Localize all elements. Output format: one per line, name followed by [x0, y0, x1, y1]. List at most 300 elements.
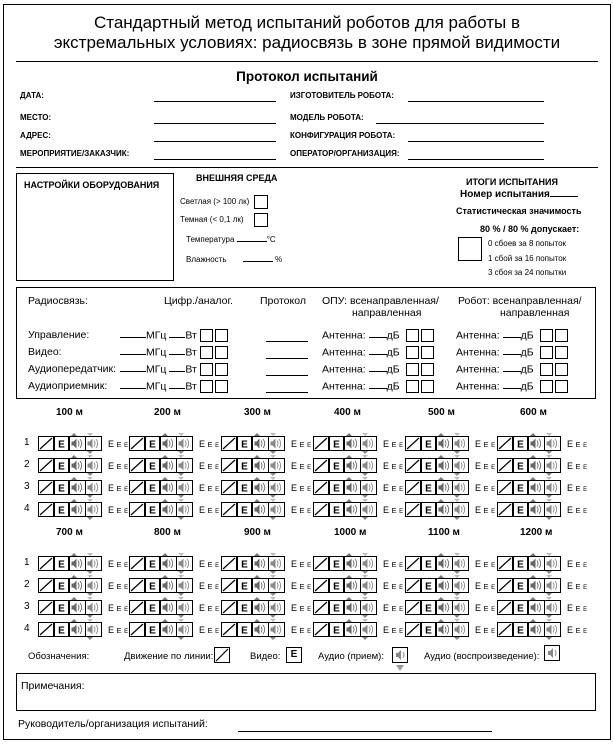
trial-cell[interactable] — [38, 477, 115, 499]
e-mark-small: E — [307, 487, 312, 493]
e-mark-large: E — [567, 461, 574, 471]
trial-cell[interactable] — [129, 477, 206, 499]
e-mark-large: E — [383, 505, 390, 515]
opu-antenna-row — [322, 380, 434, 393]
trial-cell[interactable] — [313, 499, 390, 521]
protocol-field[interactable] — [266, 358, 308, 359]
radio-digital-analog: Цифр./аналог. — [164, 295, 233, 307]
robot-gain-field[interactable] — [503, 388, 521, 389]
radio-robot-2: направленная — [500, 307, 570, 319]
trial-cell[interactable] — [38, 455, 115, 477]
opu-dir-checkbox[interactable] — [421, 329, 434, 342]
opu-omni-checkbox[interactable] — [406, 363, 419, 376]
e-mark-small: E — [215, 509, 220, 515]
distance-label: 800 м — [154, 527, 181, 538]
cell-e-marks — [383, 439, 403, 449]
protocol-field[interactable] — [266, 392, 308, 393]
e-mark-small: E — [583, 487, 588, 493]
video-letter: E — [425, 625, 432, 637]
row-number: 4 — [24, 623, 30, 634]
e-mark-large: E — [475, 581, 482, 591]
cell-e-marks — [291, 461, 311, 471]
opu-gain-field[interactable] — [369, 337, 387, 338]
results-test-number — [460, 189, 578, 200]
cell-e-marks — [567, 581, 587, 591]
trial-cell[interactable] — [38, 553, 115, 575]
e-mark-medium: E — [116, 484, 122, 493]
e-mark-medium: E — [116, 604, 122, 613]
cell-e-marks — [291, 603, 311, 613]
field-model-label: МОДЕЛЬ РОБОТА: — [290, 113, 364, 122]
antenna-label: Антенна: — [322, 363, 366, 376]
trial-cell[interactable] — [313, 553, 390, 575]
analog-checkbox[interactable] — [215, 329, 228, 342]
field-event-label: МЕРОПРИЯТИЕ/ЗАКАЗЧИК: — [20, 149, 130, 158]
opu-gain-field[interactable] — [369, 354, 387, 355]
e-mark-small: E — [215, 443, 220, 449]
field-operator-line[interactable] — [408, 159, 544, 160]
video-letter: E — [333, 581, 340, 593]
video-letter: E — [241, 625, 248, 637]
cell-e-marks — [291, 439, 311, 449]
robot-dir-checkbox[interactable] — [555, 380, 568, 393]
opu-dir-checkbox[interactable] — [421, 363, 434, 376]
legend-line-icon — [214, 647, 230, 663]
trial-cell[interactable] — [129, 433, 206, 455]
video-letter: E — [241, 559, 248, 571]
opu-dir-checkbox[interactable] — [421, 346, 434, 359]
legend-video-icon: E — [286, 647, 302, 663]
trial-cell[interactable] — [405, 597, 482, 619]
e-mark-medium: E — [116, 440, 122, 449]
e-mark-medium: E — [299, 462, 305, 471]
trial-cell[interactable] — [497, 433, 574, 455]
radio-row-freq — [120, 363, 228, 376]
notes-box[interactable] — [16, 673, 596, 711]
cell-e-marks — [108, 559, 128, 569]
trial-cell[interactable] — [221, 455, 298, 477]
cell-e-marks — [108, 625, 128, 635]
e-mark-medium: E — [483, 560, 489, 569]
power-field[interactable] — [169, 388, 185, 389]
video-letter: E — [58, 461, 65, 473]
cell-e-marks — [567, 625, 587, 635]
freq-field[interactable] — [120, 371, 146, 372]
e-mark-large: E — [199, 559, 206, 569]
video-letter: E — [58, 559, 65, 571]
distance-label: 1200 м — [520, 527, 553, 538]
digital-checkbox[interactable] — [200, 346, 213, 359]
cell-e-marks — [291, 483, 311, 493]
antenna-label: Антенна: — [456, 346, 500, 359]
trial-cell[interactable] — [129, 499, 206, 521]
results-title: ИТОГИ ИСПЫТАНИЯ — [466, 177, 558, 187]
freq-field[interactable] — [120, 354, 146, 355]
freq-field[interactable] — [120, 388, 146, 389]
legend-audio-rx-label: Аудио (прием): — [318, 651, 384, 662]
opu-dir-checkbox[interactable] — [421, 380, 434, 393]
e-mark-medium: E — [116, 560, 122, 569]
e-mark-large: E — [108, 461, 115, 471]
env-temp-row — [186, 235, 276, 244]
w-unit: Вт — [185, 380, 197, 393]
e-mark-large: E — [383, 625, 390, 635]
results-allows: 80 % / 80 % допускает: — [480, 224, 580, 234]
trial-cell[interactable] — [497, 477, 574, 499]
e-mark-large: E — [475, 625, 482, 635]
e-mark-medium: E — [483, 484, 489, 493]
trial-cell[interactable] — [221, 499, 298, 521]
opu-gain-field[interactable] — [369, 388, 387, 389]
trial-cell[interactable] — [38, 575, 115, 597]
trial-cell[interactable] — [405, 455, 482, 477]
e-mark-small: E — [307, 585, 312, 591]
trial-cell[interactable] — [129, 619, 206, 641]
protocol-field[interactable] — [266, 341, 308, 342]
e-mark-small: E — [307, 607, 312, 613]
e-mark-medium: E — [207, 560, 213, 569]
e-mark-small: E — [124, 629, 129, 635]
field-config-label: КОНФИГУРАЦИЯ РОБОТА: — [290, 131, 396, 140]
distance-label: 1000 м — [334, 527, 367, 538]
e-mark-small: E — [583, 607, 588, 613]
env-dark-checkbox[interactable] — [254, 213, 268, 227]
results-test-number-field[interactable] — [550, 196, 578, 197]
cell-e-marks — [475, 603, 495, 613]
e-mark-small: E — [215, 585, 220, 591]
trial-cell[interactable] — [497, 553, 574, 575]
robot-gain-field[interactable] — [503, 371, 521, 372]
trial-cell[interactable] — [129, 597, 206, 619]
e-mark-medium: E — [391, 626, 397, 635]
e-mark-medium: E — [299, 626, 305, 635]
robot-omni-checkbox[interactable] — [540, 346, 553, 359]
cell-e-marks — [475, 505, 495, 515]
e-mark-small: E — [491, 465, 496, 471]
trial-cell[interactable] — [129, 455, 206, 477]
trial-cell[interactable] — [221, 575, 298, 597]
e-mark-medium: E — [391, 604, 397, 613]
cell-e-marks — [567, 603, 587, 613]
antenna-label: Антенна: — [456, 380, 500, 393]
mhz-unit: МГц — [146, 346, 167, 359]
opu-omni-checkbox[interactable] — [406, 380, 419, 393]
e-mark-small: E — [215, 563, 220, 569]
trial-cell[interactable] — [313, 575, 390, 597]
digital-checkbox[interactable] — [200, 380, 213, 393]
db-unit: дБ — [386, 363, 400, 376]
env-hum-row — [186, 255, 282, 264]
video-letter: E — [58, 483, 65, 495]
env-temp-field[interactable] — [237, 241, 267, 242]
robot-dir-checkbox[interactable] — [555, 363, 568, 376]
field-event-line[interactable] — [154, 159, 276, 160]
robot-omni-checkbox[interactable] — [540, 380, 553, 393]
mhz-unit: МГц — [146, 363, 167, 376]
video-letter: E — [241, 505, 248, 517]
trial-cell[interactable] — [405, 575, 482, 597]
db-unit: дБ — [520, 380, 534, 393]
field-manufacturer-line[interactable] — [408, 101, 544, 102]
e-mark-large: E — [475, 439, 482, 449]
field-place-label: МЕСТО: — [20, 113, 52, 122]
robot-gain-field[interactable] — [503, 337, 521, 338]
antenna-label: Антенна: — [456, 329, 500, 342]
e-mark-small: E — [583, 509, 588, 515]
trial-cell[interactable] — [221, 553, 298, 575]
trial-cell[interactable] — [38, 597, 115, 619]
trial-cell[interactable] — [405, 433, 482, 455]
digital-checkbox[interactable] — [200, 363, 213, 376]
protocol-field[interactable] — [266, 375, 308, 376]
e-mark-large: E — [475, 603, 482, 613]
e-mark-large: E — [383, 483, 390, 493]
field-manufacturer-label: ИЗГОТОВИТЕЛЬ РОБОТА: — [290, 91, 394, 100]
supervisor-line[interactable] — [238, 731, 492, 732]
trial-cell[interactable] — [129, 553, 206, 575]
env-hum-label: Влажность — [186, 255, 227, 264]
distance-label: 700 м — [56, 527, 83, 538]
cell-e-marks — [108, 461, 128, 471]
e-mark-medium: E — [207, 462, 213, 471]
radio-label: Радиосвязь: — [28, 295, 88, 307]
e-mark-medium: E — [207, 440, 213, 449]
analog-checkbox[interactable] — [215, 346, 228, 359]
env-hum-field[interactable] — [243, 261, 273, 262]
e-mark-large: E — [108, 581, 115, 591]
distance-label: 900 м — [244, 527, 271, 538]
radio-row-label: Аудиопередатчик: — [28, 363, 116, 375]
e-mark-medium: E — [391, 440, 397, 449]
robot-gain-field[interactable] — [503, 354, 521, 355]
e-mark-large: E — [108, 439, 115, 449]
results-checkbox[interactable] — [458, 237, 482, 261]
trial-cell[interactable] — [405, 619, 482, 641]
trial-cell[interactable] — [313, 597, 390, 619]
trial-cell[interactable] — [313, 619, 390, 641]
robot-dir-checkbox[interactable] — [555, 329, 568, 342]
e-mark-medium: E — [575, 484, 581, 493]
cell-e-marks — [108, 505, 128, 515]
cell-e-marks — [567, 439, 587, 449]
video-letter: E — [425, 505, 432, 517]
legend-audio-play-icon — [544, 645, 560, 663]
e-mark-medium: E — [483, 462, 489, 471]
e-mark-large: E — [108, 559, 115, 569]
e-mark-small: E — [307, 563, 312, 569]
trial-cell[interactable] — [497, 575, 574, 597]
trial-cell[interactable] — [497, 597, 574, 619]
video-letter: E — [149, 505, 156, 517]
trial-cell[interactable] — [313, 477, 390, 499]
robot-omni-checkbox[interactable] — [540, 329, 553, 342]
w-unit: Вт — [185, 329, 197, 342]
power-field[interactable] — [169, 371, 185, 372]
video-letter: E — [333, 505, 340, 517]
e-mark-large: E — [383, 439, 390, 449]
cell-e-marks — [199, 439, 219, 449]
video-letter: E — [58, 505, 65, 517]
field-config-line[interactable] — [408, 141, 544, 142]
cell-e-marks — [291, 505, 311, 515]
row-number: 1 — [24, 437, 30, 448]
digital-checkbox[interactable] — [200, 329, 213, 342]
cell-e-marks — [383, 461, 403, 471]
video-letter: E — [517, 581, 524, 593]
radio-opu-2: направленная — [352, 307, 422, 319]
power-field[interactable] — [169, 354, 185, 355]
distance-label: 1100 м — [428, 527, 460, 538]
e-mark-small: E — [307, 443, 312, 449]
env-bright-checkbox[interactable] — [254, 195, 268, 209]
radio-row-freq — [120, 380, 228, 393]
legend-audio-rx-icon — [392, 645, 408, 673]
legend-video-label: Видео: — [250, 651, 281, 662]
divider — [16, 167, 598, 168]
trial-cell[interactable] — [221, 619, 298, 641]
env-bright-text: Светлая (> 100 лк) — [180, 197, 250, 207]
divider — [16, 61, 598, 62]
e-mark-medium: E — [575, 560, 581, 569]
video-letter: E — [149, 439, 156, 451]
e-mark-medium: E — [299, 604, 305, 613]
opu-antenna-row — [322, 346, 434, 359]
mhz-unit: МГц — [146, 380, 167, 393]
e-mark-large: E — [383, 559, 390, 569]
e-mark-small: E — [583, 585, 588, 591]
robot-dir-checkbox[interactable] — [555, 346, 568, 359]
db-unit: дБ — [386, 380, 400, 393]
opu-omni-checkbox[interactable] — [406, 329, 419, 342]
notes-label: Примечания: — [21, 680, 85, 692]
e-mark-small: E — [583, 629, 588, 635]
video-letter: E — [333, 559, 340, 571]
trial-cell[interactable] — [313, 433, 390, 455]
robot-antenna-row — [456, 380, 568, 393]
trial-cell[interactable] — [313, 455, 390, 477]
e-mark-medium: E — [116, 582, 122, 591]
trial-cell[interactable] — [221, 477, 298, 499]
trial-cell[interactable] — [221, 433, 298, 455]
e-mark-small: E — [583, 443, 588, 449]
video-letter: E — [241, 461, 248, 473]
trial-cell[interactable] — [497, 455, 574, 477]
e-mark-medium: E — [575, 440, 581, 449]
e-mark-medium: E — [207, 604, 213, 613]
equipment-settings-box[interactable] — [16, 173, 174, 281]
e-mark-small: E — [399, 585, 404, 591]
robot-omni-checkbox[interactable] — [540, 363, 553, 376]
e-mark-medium: E — [207, 484, 213, 493]
video-letter: E — [149, 625, 156, 637]
trial-cell[interactable] — [38, 619, 115, 641]
e-mark-medium: E — [299, 440, 305, 449]
field-date-label: ДАТА: — [20, 91, 44, 100]
trial-cell[interactable] — [38, 499, 115, 521]
video-letter: E — [241, 439, 248, 451]
trial-cell[interactable] — [129, 575, 206, 597]
e-mark-small: E — [124, 465, 129, 471]
e-mark-large: E — [108, 505, 115, 515]
e-mark-small: E — [491, 487, 496, 493]
trial-cell[interactable] — [405, 553, 482, 575]
results-option-3: 3 сбоя за 24 попытки — [488, 268, 567, 277]
field-address-line[interactable] — [154, 141, 276, 142]
trial-cell[interactable] — [497, 619, 574, 641]
trial-cell[interactable] — [405, 477, 482, 499]
e-mark-medium: E — [483, 604, 489, 613]
trial-cell[interactable] — [497, 499, 574, 521]
e-mark-medium: E — [299, 484, 305, 493]
power-field[interactable] — [169, 337, 185, 338]
e-mark-medium: E — [391, 506, 397, 515]
trial-cell[interactable] — [38, 433, 115, 455]
row-number: 4 — [24, 503, 30, 514]
e-mark-medium: E — [391, 462, 397, 471]
field-date-line[interactable] — [154, 101, 276, 102]
trial-cell[interactable] — [221, 597, 298, 619]
e-mark-large: E — [108, 483, 115, 493]
e-mark-large: E — [199, 581, 206, 591]
distance-label: 500 м — [428, 407, 455, 418]
e-mark-small: E — [215, 487, 220, 493]
e-mark-small: E — [215, 607, 220, 613]
video-letter: E — [517, 505, 524, 517]
freq-field[interactable] — [120, 337, 146, 338]
results-significance: Статистическая значимость — [456, 206, 582, 216]
video-letter: E — [517, 603, 524, 615]
field-model-line[interactable] — [376, 123, 544, 124]
analog-checkbox[interactable] — [215, 380, 228, 393]
e-mark-medium: E — [483, 582, 489, 591]
e-mark-small: E — [215, 465, 220, 471]
video-letter: E — [149, 461, 156, 473]
e-mark-large: E — [291, 625, 298, 635]
env-dark-label — [180, 213, 268, 227]
e-mark-large: E — [567, 505, 574, 515]
distance-label: 200 м — [154, 407, 181, 418]
video-letter: E — [333, 625, 340, 637]
video-letter: E — [241, 483, 248, 495]
e-mark-medium: E — [391, 484, 397, 493]
e-mark-large: E — [567, 559, 574, 569]
radio-row-label: Аудиоприемник: — [28, 380, 108, 392]
e-mark-medium: E — [299, 506, 305, 515]
e-mark-small: E — [124, 487, 129, 493]
e-mark-small: E — [491, 607, 496, 613]
cell-e-marks — [567, 559, 587, 569]
legend-audio-play-label: Аудио (воспроизведение): — [424, 651, 540, 662]
opu-omni-checkbox[interactable] — [406, 346, 419, 359]
video-letter: E — [517, 625, 524, 637]
analog-checkbox[interactable] — [215, 363, 228, 376]
trial-cell[interactable] — [405, 499, 482, 521]
env-hum-unit: % — [274, 255, 283, 264]
e-mark-large: E — [383, 461, 390, 471]
cell-e-marks — [383, 559, 403, 569]
video-letter: E — [241, 603, 248, 615]
e-mark-small: E — [491, 629, 496, 635]
field-place-line[interactable] — [154, 123, 276, 124]
cell-e-marks — [291, 559, 311, 569]
e-mark-large: E — [475, 505, 482, 515]
video-letter: E — [149, 603, 156, 615]
e-mark-small: E — [215, 629, 220, 635]
opu-gain-field[interactable] — [369, 371, 387, 372]
results-test-number-label: Номер испытания — [460, 189, 550, 200]
legend-line-label: Движение по линии: — [124, 651, 214, 662]
e-mark-large: E — [475, 559, 482, 569]
